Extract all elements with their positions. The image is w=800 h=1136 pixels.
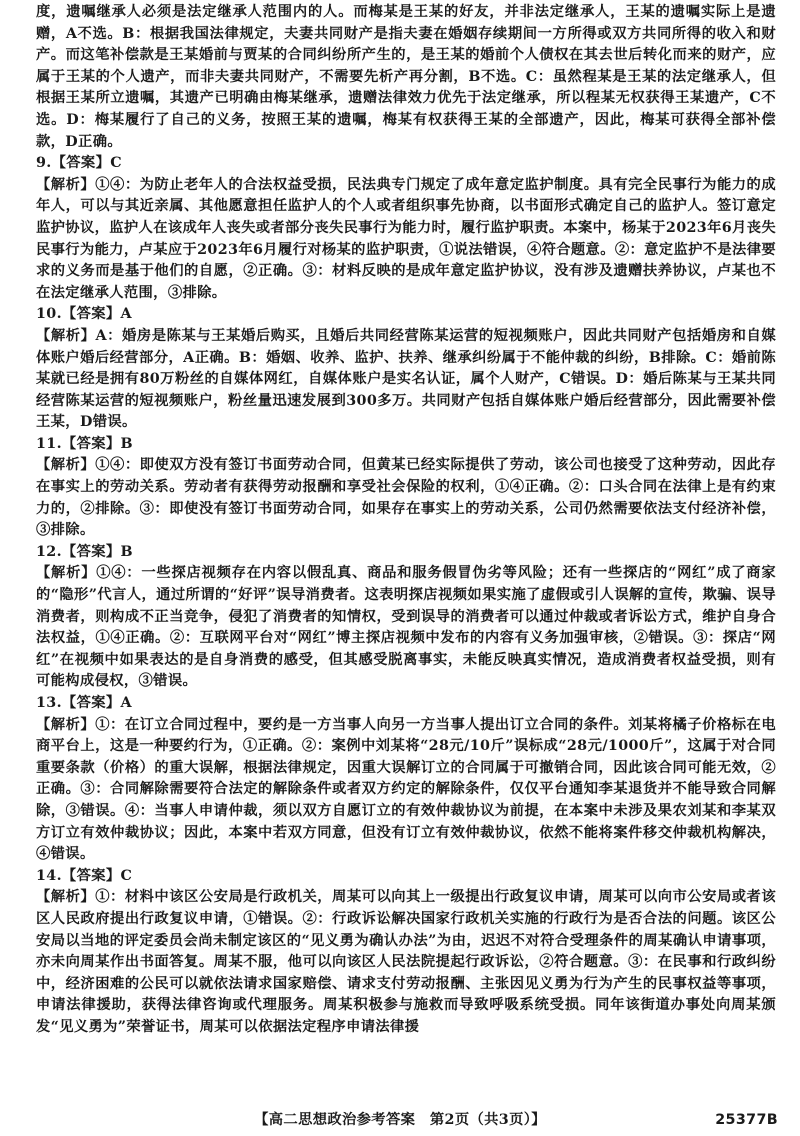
answer-page bbox=[36, 2, 776, 1039]
answer-9 bbox=[36, 153, 776, 304]
answer-analysis: 【解析】①④：为防止老年人的合法权益受损，民法典专门规定了成年意定监护制度。具有完全民事行为能力的成年人，可以与其近亲属、其他愿意担任监护人的个人或者组织事先协商，以书面形式确定自己的监护人。签订意定监护协议，监护人在该成年人丧失或者部分丧失民事行为能力时，履行监护职责。本案中，杨某于2023年6月丧失民事行为能力，卢某应于2023年6月履行对杨某的监护职责，①说法错误，④符合题意。②：意定监护不是法律要求的义务而是基于他们的自愿，②正确。③：材料反映的是成年意定监护协议，没有涉及遗赠扶养协议，卢某也不在法定继承人范围，③排除。 bbox=[36, 176, 776, 301]
answer-analysis: 【解析】A：婚房是陈某与王某婚后购买，且婚后共同经营陈某运营的短视频账户，因此共同财产包括婚房和自媒体账户婚后经营部分，A正确。B：婚姻、收养、监护、扶养、继承纠纷属于不能仲裁的纠纷，B排除。C：婚前陈某就已经是拥有80万粉丝的自媒体网红，自媒体账户是实名认证，属个人财产，C错误。D：婚后陈某与王某共同经营陈某运营的短视频账户，粉丝量迅速发展到300多万。共同财产包括自媒体账户婚后经营部分，因此需要补偿王某，D错误。 bbox=[36, 327, 776, 431]
answer-header: 13.【答案】A bbox=[36, 695, 132, 711]
answer-12 bbox=[36, 542, 776, 693]
answer-analysis: 【解析】①④：一些探店视频存在内容以假乱真、商品和服务假冒伪劣等风险；还有一些探店的“网红”成了商家的“隐形”代言人，通过所谓的“好评”误导消费者。这表明探店视频如果实施了虚假或引人误解的宣传，欺骗、误导消费者，则构成不正当竞争，侵犯了消费者的知情权，受到误导的消费者可以通过仲裁或者诉讼方式，维护自身合法权益，①④正确。②：互联网平台对“网红”博主探店视频中发布的内容有义务加强审核，②错误。③：探店“网红”在视频中如果表达的是自身消费的感受，但其感受脱离事实，未能反映真实情况，造成消费者权益受损，则有可能构成侵权，③错误。 bbox=[36, 565, 776, 690]
answer-header: 14.【答案】C bbox=[36, 867, 133, 884]
footer-code: 25377B bbox=[715, 1112, 778, 1128]
answer-analysis: 【解析】①④：即使双方没有签订书面劳动合同，但黄某已经实际提供了劳动，该公司也接受了这种劳动，因此存在事实上的劳动关系。劳动者有获得劳动报酬和享受社会保险的权利，①④正确。②：口头合同在法律上是有约束力的，②排除。③：即使没有签订书面劳动合同，如果存在事实上的劳动关系，公司仍然需要依法支付经济补偿，③排除。 bbox=[36, 457, 776, 539]
answer-10 bbox=[36, 304, 776, 434]
page-footer bbox=[0, 1108, 800, 1132]
answer-13 bbox=[36, 693, 776, 866]
footer-title: 【高二思想政治参考答案 第2页（共3页）】 bbox=[254, 1112, 546, 1128]
answer-header: 12.【答案】B bbox=[36, 543, 133, 560]
answer-analysis: 【解析】①：材料中该区公安局是行政机关，周某可以向其上一级提出行政复议申请，周某可以向市公安局或者该区人民政府提出行政复议申请，①错误。②：行政诉讼解决国家行政机关实施的行政行为是否合法的问题。该区公安局以当地的评定委员会尚未制定该区的“见义勇为确认办法”为由，迟迟不对符合受理条件的周某确认申请事项，亦未向周某作出书面答复。周某不服，他可以向该区人民法院提起行政诉讼，②符合题意。③：在民事和行政纠纷中，经济困难的公民可以就依法请求国家赔偿、请求支付劳动报酬、主张因见义勇为行为产生的民事权益等事项，申请法律援助，获得法律咨询或代理服务。周某积极参与施救而导致呼吸系统受损。同年该街道办事处向周某颁发“见义勇为”荣誉证书，周某可以依据法定程序申请法律援 bbox=[36, 889, 776, 1035]
intro-paragraph: 度，遗嘱继承人必须是法定继承人范围内的人。而梅某是王某的好友，并非法定继承人，王某的遗嘱实际上是遗赠，A不选。B：根据我国法律规定，夫妻共同财产是指夫妻在婚姻存续期间一方所得或双方共同所得的收入和财产。而这笔补偿款是王某婚前与贾某的合同纠纷所产生的，是王某的婚前个人债权在其去世后转化而来的财产，应属于王某的个人遗产，而非夫妻共同财产，不需要先析产再分割，B不选。C：虽然程某是王某的法定继承人，但根据王某所立遗嘱，其遗产已明确由梅某继承，遗赠法律效力优先于法定继承，所以程某无权获得王某遗产，C不选。D：梅某履行了自己的义务，按照王某的遗嘱，梅某有权获得王某的全部遗产，因此，梅某可获得全部补偿款，D正确。 bbox=[36, 4, 776, 150]
answer-11 bbox=[36, 434, 776, 542]
answer-14 bbox=[36, 866, 776, 1039]
answer-header: 10.【答案】A bbox=[36, 306, 132, 323]
answer-analysis: 【解析】①：在订立合同过程中，要约是一方当事人向另一方当事人提出订立合同的条件。刘某将橘子价格标在电商平台上，这是一种要约行为，①正确。②：案例中刘某将“28元/10斤”误标成“28元/1000斤”，这属于对合同重要条款（价格）的重大误解，根据法律规定，因重大误解订立的合同属于可撤销合同，因此该合同可能无效，②正确。③：合同解除需要符合法定的解除条件或者双方约定的解除条件，仅仅平台通知李某退货并不能导致合同解除，③错误。④：当事人申请仲裁，须以双方自愿订立的有效仲裁协议为前提，在本案中未涉及果农刘某和李某双方订立有效仲裁协议；因此，本案中若双方同意，但没有订立有效仲裁协议，依然不能将案件移交仲裁机构解决，④错误。 bbox=[36, 716, 776, 863]
answer-header: 9.【答案】C bbox=[36, 155, 122, 172]
answer-header: 11.【答案】B bbox=[36, 435, 133, 452]
